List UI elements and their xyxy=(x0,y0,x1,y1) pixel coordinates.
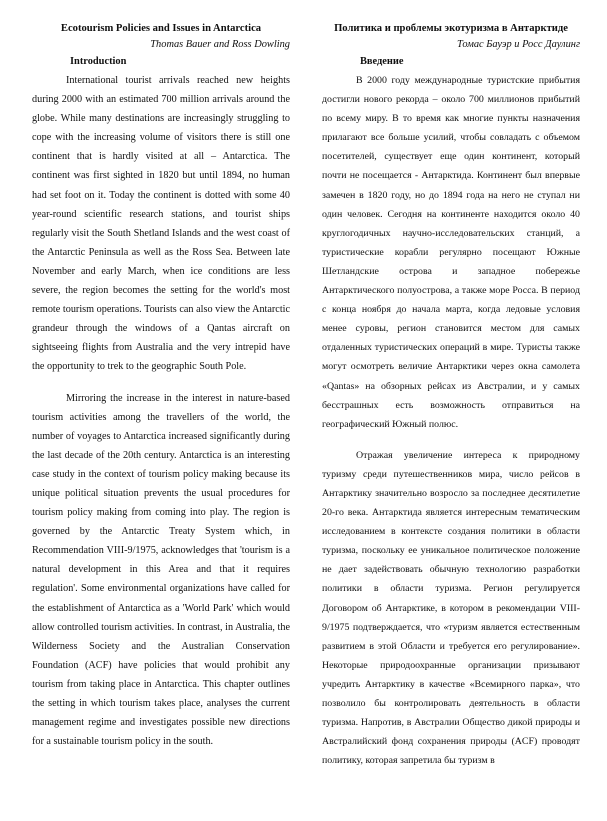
english-column xyxy=(32,22,290,751)
english-paragraph-1: International tourist arrivals reached new heights during 2000 with an estimated 700 million arrivals around the globe. While many destinations are increasingly struggling to cope with the increasing volume of visitors there is still one continent that is hardly visited at all – Antarctica. The continent was first sighted in 1820 but until 1894, no human had set foot on it. Today the continent is dotted with some 40 year-round scientific research stations, and tourist ships regularly visit the South Shetland Islands and the west coast of the Antarctic Peninsula as well as the Ross Sea. Between late November and early March, when ice conditions are less severe, the region becomes the setting for the world's most remote tourism operations. Tourists can also view the Antarctic grandeur through the windows of a Qantas aircraft on sightseeing flights from Australia and the very intrepid have the opportunity to trek to the geographic South Pole. xyxy=(32,75,290,373)
russian-paragraph-1: В 2000 году международные туристские прибытия достигли нового рекорда – около 700 миллионов прибытий по всему миру. В то время как многие пункты назначения прилагают все больше усилий, чтобы совладать с объемом посетителей, существует еще один континент, который почти не посещается - Антарктида. Континент был впервые замечен в 1820 году, но до 1894 года на него не ступал ни один человек. Сегодня на континенте находится около 40 круглогодичных научно-исследовательских станций, а туристические корабли регулярно посещают Южные Шетландские острова и западное побережье Антарктического полуострова, а также море Росса. В период с конца ноября до начала марта, когда ледовые условия менее суровы, регион становится местом для самых отдаленных туристических операций в мире. Туристы также могут осмотреть величие Антарктики через окна самолета «Qantas» на обзорных рейсах из Австралии, и у самых бесстрашных есть возможность отправиться на географический Южный полюс. xyxy=(322,75,580,430)
english-authors: Thomas Bauer and Ross Dowling xyxy=(150,39,290,50)
english-heading: Introduction xyxy=(70,56,127,67)
russian-authors: Томас Бауэр и Росс Даулинг xyxy=(457,39,580,50)
russian-paragraph-2: Отражая увеличение интереса к природному туризму среди путешественников мира, число рейсов в Антарктику значительно возросло за последнее десятилетие 20-го века. Антарктида является интересным тематическим исследованием в контексте создания политики в области туризма, поскольку ее уникальное политическое положение не дает задействовать обычную технологию разработки политики в области туризма. Регион регулируется Договором об Антарктике, в котором в рекомендации VIII-9/1975 подтверждается, что «туризм является естественным развитием в этой Области и требуется его регулирование». Некоторые природоохранные организации призывают учредить Антарктику в качестве «Всемирного парка», что позволило бы контролировать деятельность в области туризма. Напротив, в Австралии Общество дикой природы и Австралийский фонд сохранения природы (ACF) проводят политику, которая запретила бы туризм в xyxy=(322,449,580,767)
english-title: Ecotourism Policies and Issues in Antarctica xyxy=(60,23,262,34)
russian-heading: Введение xyxy=(360,56,404,67)
english-paragraph-2: Mirroring the increase in the interest in nature-based tourism activities among the travellers of the world, the number of voyages to Antarctica increased significantly during the last decade of the 20th century. Antarctica is an interesting case study in the context of tourism policy making because its unique political situation prevents the usual procedures for tourism policy making from coming into play. The region is governed by the Antarctic Treaty System which, in Recommendation VIII-9/1975, acknowledges that 'tourism is a natural development in this Area and that it requires regulation'. Some environmental organizations have called for the establishment of Antarctica as a 'World Park' which would allow controlled tourism activities. In contrast, in Australia, the Wilderness Society and the Australian Conservation Foundation (ACF) have policies that would prohibit any tourism from taking place in Antarctica. This chapter outlines the setting in which tourism takes place, analyses the current management regime and investigates possible new directions for a sustainable tourism policy in the south. xyxy=(32,392,290,748)
russian-column xyxy=(322,22,580,770)
russian-title: Политика и проблемы экотуризма в Антарктиде xyxy=(334,23,568,34)
